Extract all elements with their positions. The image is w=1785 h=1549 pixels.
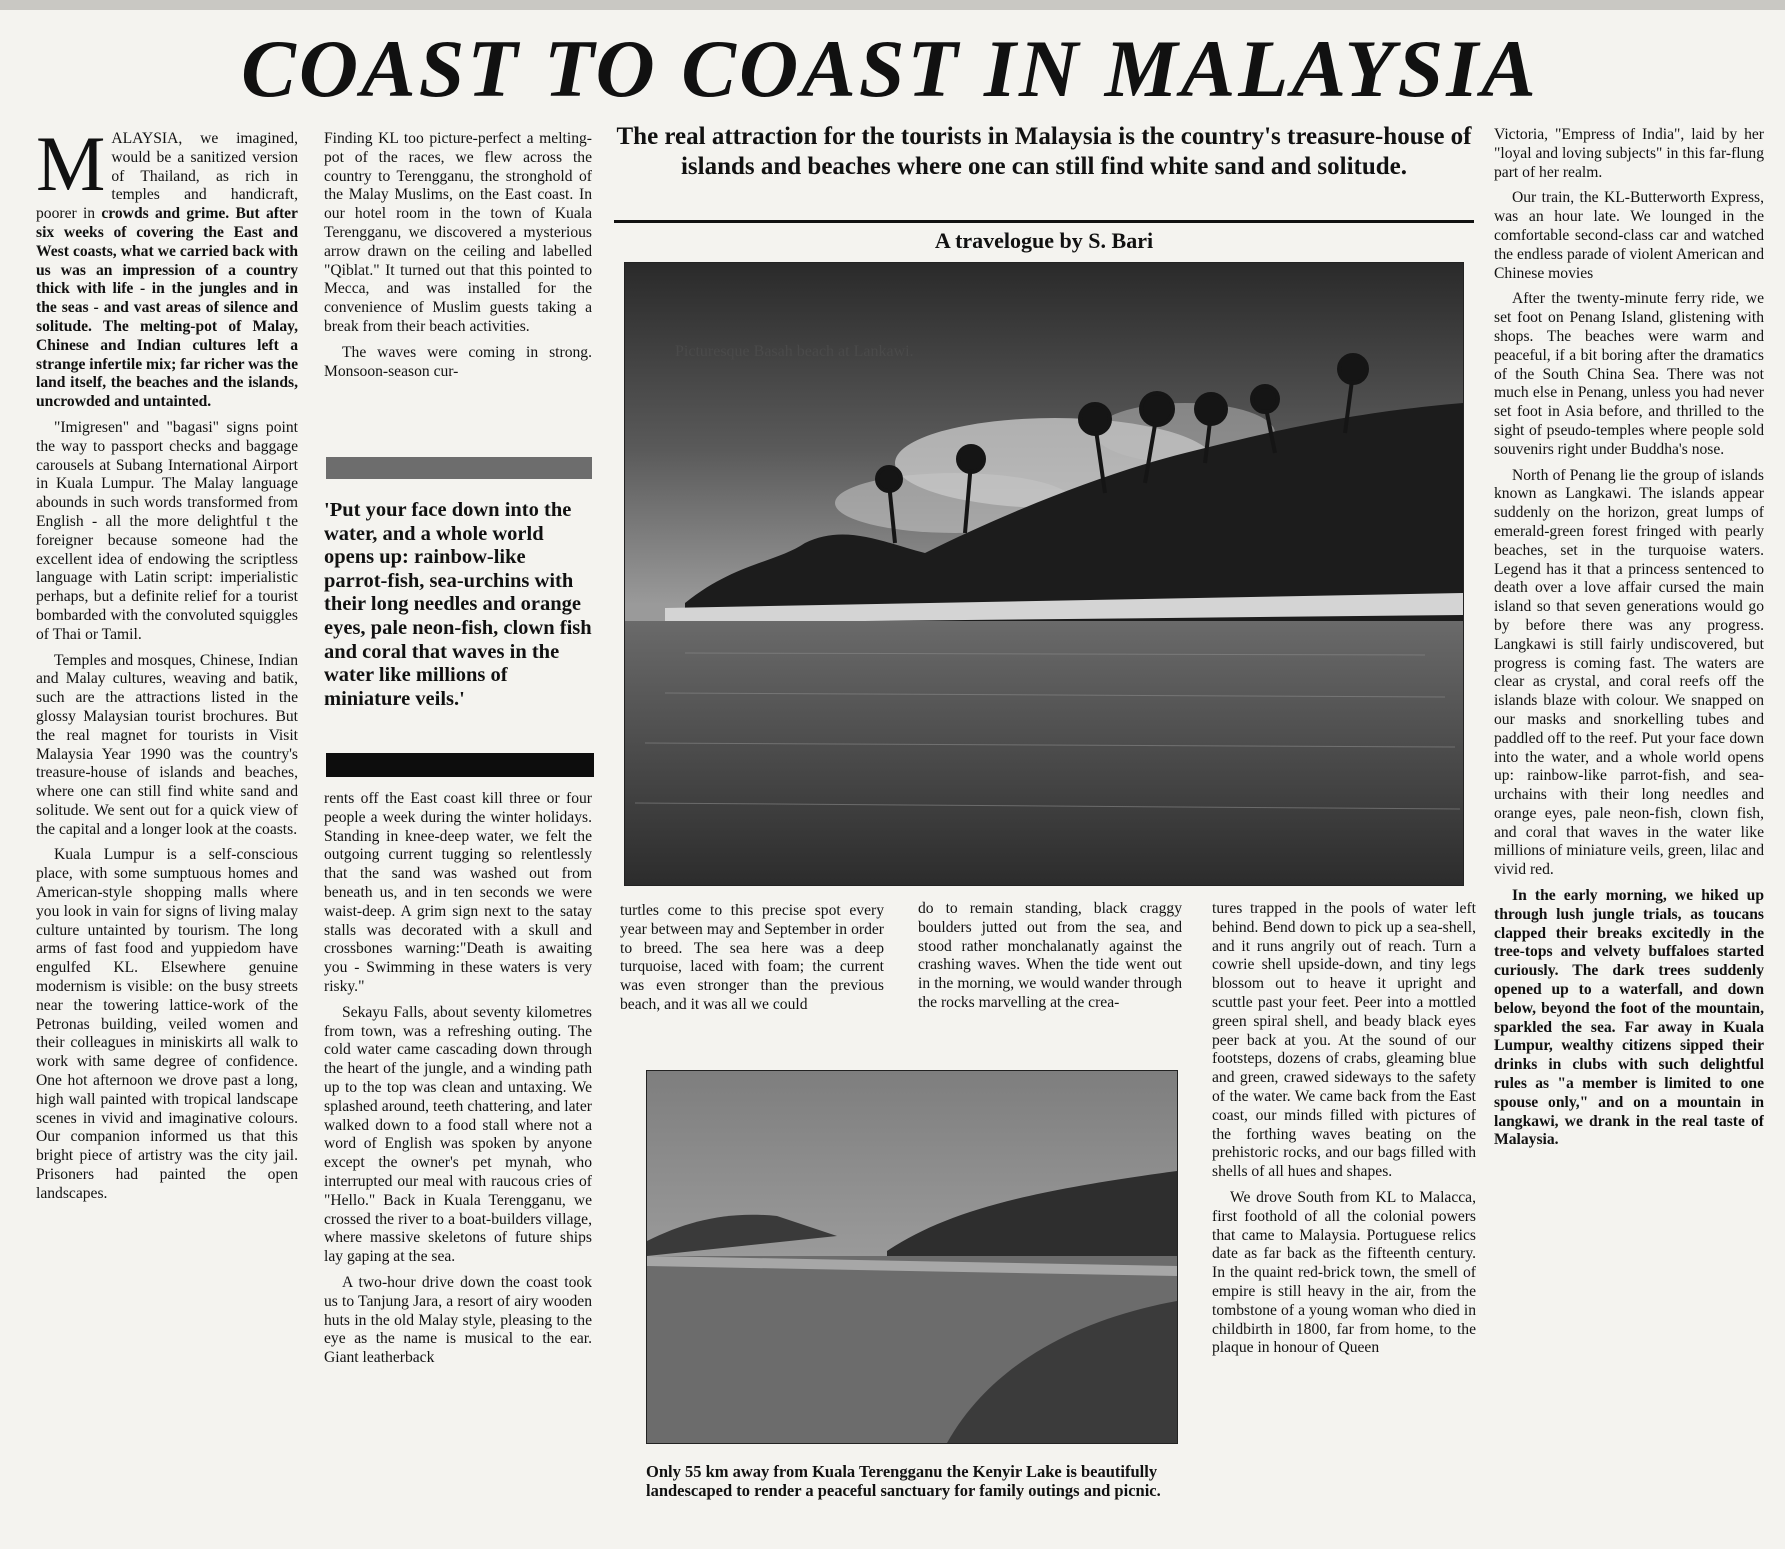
col1-paragraph-3: Temples and mosques, Chinese, Indian and Malay cultures, weaving and batik, such are the attractions listed in the glossy Malaysian tourist brochures. But the real magnet for tourists in Visit Malaysia Year 1990 was the country's treasure-house of islands and beaches, where one can still find white sand and solitude. We sent out for a quick view of the capital and a longer look at the coasts. [36,651,298,838]
col2-paragraph-1: Finding KL too picture-perfect a melting-pot of the races, we flew across the country to Terengganu, the stronghold of the Malay Muslims, on the East coast. In our hotel room in the town of Kuala Terengganu, we discovered a mysterious arrow drawn on the ceiling and labelled "Qiblat." It turned out that this pointed to Mecca, and was installed for the convenience of Muslim guests taking a break from their beach activities. [324,130,592,335]
col3-paragraph: turtles come to this precise spot every year between may and September in order to breed. The sea here was a deep turquoise, laced with foam; the current was even stronger than the previous beach, and it was all we could [620,902,884,1013]
col1-lead-text: ALAYSIA, we imagined, would be a sanitized version of Thailand, as rich in temples and handicraft, poorer in [36,130,298,223]
col1-bold-text: crowds and grime. But after six weeks of covering the East and West coasts, what we carried back with us was an impression of a country thick with life - in the jungles and in the seas - and vast areas of silence and solitude. The melting-pot of Malay, Chinese and Indian cultures left a strange infertile mix; far richer was the land itself, the beaches and the islands, uncrowded and untainted. [36,205,298,411]
col2-paragraph-2: The waves were coming in strong. Monsoon-season cur- [324,343,592,380]
column-2-bottom [324,790,592,1542]
col6-paragraph-1: Victoria, "Empress of India", laid by her "loyal and loving subjects" in this far-flung part of her realm. [1494,126,1764,181]
deck-rule [614,220,1474,223]
headline: COAST TO COAST IN MALAYSIA [241,23,1539,114]
col6-paragraph-5: In the early morning, we hiked up through lush jungle trials, as toucans clapped their breaks excitedly in the tree-tops and velvety buffaloes started curiously. The dark trees suddenly opened up to a waterfall, and down below, beyond the foot of the mountain, sparkled the sea. Far away in Kuala Lumpur, wealthy citizens sipped their drinks in clubs with such delightful rules as "a member is limited to one spouse only," and on a mountain in langkawi, we drank in the real taste of Malaysia. [1494,887,1764,1149]
beach-photo [624,262,1464,886]
col1-paragraph-2: "Imigresen" and "bagasi" signs point the way to passport checks and baggage carousels at Subang International Airport in Kuala Lumpur. The Malay language abounds in such words transformed from English - all the more delightful t the foreigner because someone had the excellent idea of endowing the scriptless language with Latin script: imperialistic perhaps, but a definite relief for a tourist bombarded with the convoluted squiggles of Thai or Tamil. [36,418,298,643]
lake-photo [646,1070,1178,1444]
byline: A travelogue by S. Bari [934,228,1154,253]
column-1 [36,130,298,1540]
col2-paragraph-3: rents off the East coast kill three or four people a week during the winter holidays. Standing in knee-deep water, we felt the outgoing current tugging so relentlessly that the sand was washed out from beneath us, and in ten seconds we were waist-deep. A grim sign next to the satay stalls was decorated with a skull and crossbones warning:"Death is awaiting you - Swimming in these waters is very risky." [324,790,592,995]
col5-paragraph-1: tures trapped in the pools of water left behind. Bend down to pick up a sea-shell, and it runs angrily out of reach. Turn a cowrie shell upside-down, and tiny legs blossom out to heave it upright and scuttle past your feet. Peer into a mottled green spiral shell, and beady black eyes peer back at you. At the sound of our footsteps, dozens of crabs, gleaming blue and green, crawed sideways to the safety of the water. We came back from the East coast, our minds filled with pictures of the forthing waves beating on the prehistoric rocks, and our bags filled with shells of all hues and shapes. [1212,900,1476,1181]
column-4 [918,900,1182,1050]
col1-paragraph-4: Kuala Lumpur is a self-conscious place, with some sumptuous homes and American-style shopping malls where you look in vain for signs of living malay culture untainted by tourism. The long arms of fast food and yuppiedom have engulfed KL. Elsewhere genuine modernism is visible: on the busy streets near the towering lattice-work of the Petronas building, veiled women and their colleagues in miniskirts all walk to work with same degree of confidence. One hot afternoon we drove past a long, high wall painted with tropical landscape scenes in vivid and imaginative colours. Our companion informed us that this bright piece of artistry was the city jail. Prisoners had painted the open landscapes. [36,846,298,1202]
lake-photo-image [647,1071,1177,1443]
pull-quote: 'Put your face down into the water, and a whole world opens up: rainbow-like parrot-fish, sea-urchins with their long needles and orange eyes, pale neon-fish, clown fish and coral that waves in the water like millions of miniature veils.' [324,499,592,710]
col6-paragraph-2: Our train, the KL-Butterworth Express, was an hour late. We lounged in the comfortable second-class car and watched the endless parade of violent American and Chinese movies [1494,189,1764,282]
lake-photo-caption: Only 55 km away from Kuala Terengganu the Kenyir Lake is beautifully landescaped to render a peaceful sanctuary for family outings and picnic. [646,1462,1161,1500]
col6-paragraph-3: After the twenty-minute ferry ride, we set foot on Penang Island, glistening with shops. The beaches were warm and peaceful, if a bit boring after the dramatics of the South China Sea. There was not much else in Penang, unless you had never set foot in Asia before, and thrilled to the sight of pseudo-temples where people sold souvenirs right under Buddha's nose. [1494,290,1764,458]
page-top-edge [0,0,1785,10]
col2-paragraph-5: A two-hour drive down the coast took us to Tanjung Jara, a resort of airy wooden huts in the old Malay style, pleasing to the eye as the name is musical to the ear. Giant leatherback [324,1273,592,1367]
col2-paragraph-4: Sekayu Falls, about seventy kilometres from town, was a refreshing outing. The cold water came cascading down through the heart of the jungle, and a winding path up to the top was clean and untaxing. We splashed around, teeth chattering, and later walked down to a food stall where not a word of English was spoken by anyone except the owner's pet mynah, who interrupted our meal with raucous cries of "Hello." Back in Kuala Terengganu, we crossed the river to a boat-builders village, where massive skeletons of future ships lay gaping at the sea. [324,1003,592,1266]
column-6 [1494,126,1764,1538]
col4-paragraph: do to remain standing, black craggy boulders jutted out from the sea, and stood rather monchalanatly against the crashing waves. When the tide went out in the morning, we would wander through the rocks marvelling at the crea- [918,900,1182,1011]
column-5 [1212,900,1476,1540]
pullquote-bottom-bar [326,753,594,777]
deck: The real attraction for the tourists in Malaysia is the country's treasure-house of islands and beaches where one can still find white sand and solitude. [616,123,1472,180]
column-3 [620,902,884,1052]
col5-paragraph-2: We drove South from KL to Malacca, first foothold of all the colonial powers that came to Malaysia. Portuguese relics date as far back as the fifteenth century. In the quaint red-brick town, the smell of empire is still heavy in the air, from the tombstone of a young woman who died in childbirth in 1800, far from home, to the plaque in honour of Queen [1212,1188,1476,1357]
column-2-top [324,130,592,452]
beach-photo-caption: Picturesque Basah beach at Lankawi. [675,343,914,360]
col6-paragraph-4: North of Penang lie the group of islands known as Langkawi. The islands appear suddenly on the horizon, great lumps of emerald-green forest fringed with pearly beaches, set in the turquoise waters. Legend has it that a princess sentenced to death over a love affair cursed the main island so that seven generations would go by before there was any progress. Langkawi is still fairly undiscovered, but progress is coming fast. The waters are clear as crystal, and coral reefs off the islands blaze with colour. We snapped on our masks and snorkelling tubes and paddled off to the reef. Put your face down into the water, and a whole world opens up: rainbow-like parrot-fish, and sea-urchains with their long needles and orange eyes, pale neon-fish, clown fish, and coral that waves in the water like millions of miniature veils, green, lilac and vivid red. [1494,466,1764,879]
col1-paragraph-1 [36,130,298,412]
pullquote-top-bar [326,457,592,479]
drop-cap: M [36,130,106,207]
